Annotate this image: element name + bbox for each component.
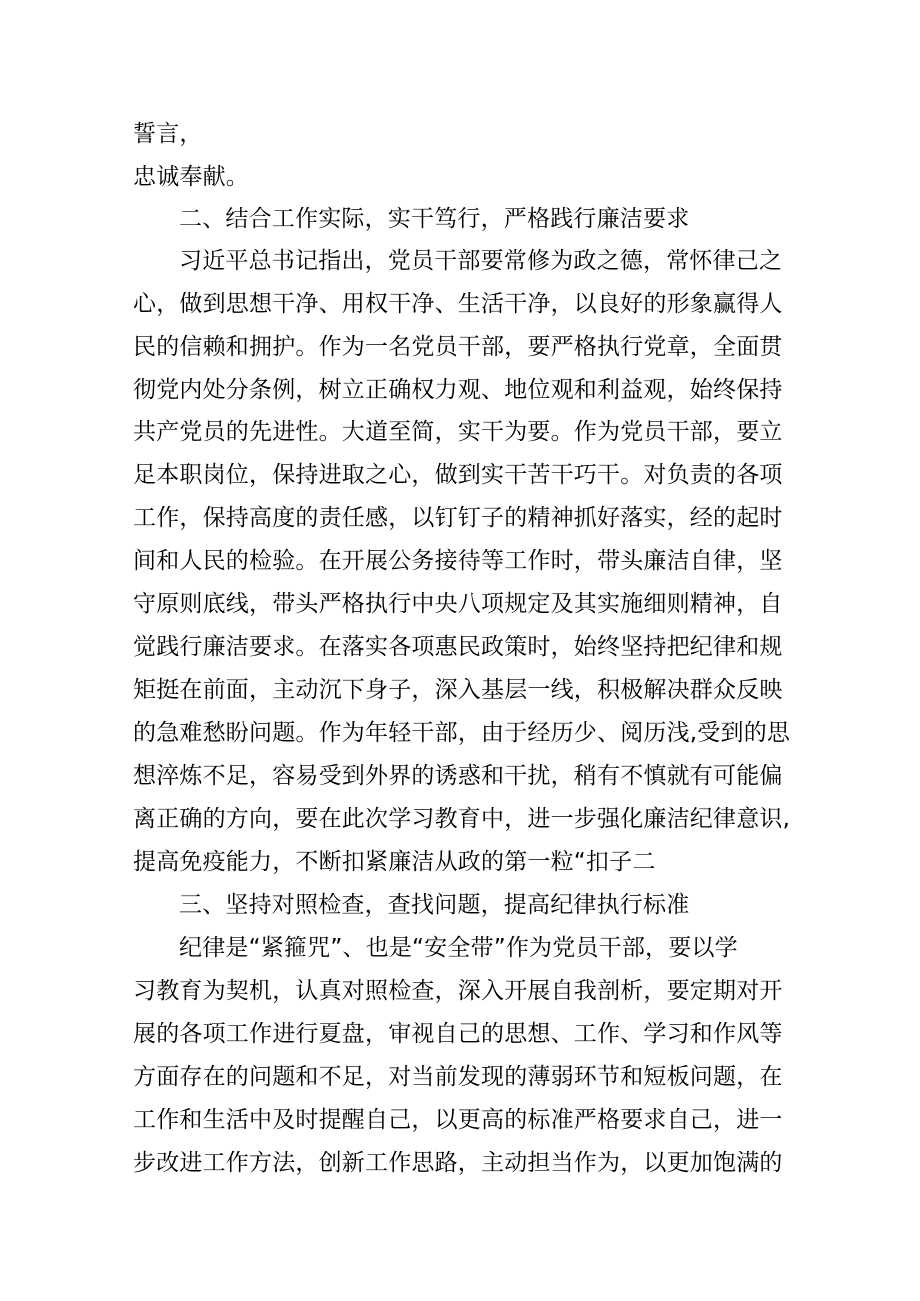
paragraph-first-line: 习近平总书记指出，党员干部要常修为政之德，常怀律己之 (179, 248, 783, 274)
text-line: 矩挺在前面，主动沉下身子，深入基层一线，积极解决群众反映 (133, 677, 783, 703)
text-line: 的急难愁盼问题。作为年轻干部，由于经历少、阅历浅,受到的思 (133, 720, 791, 746)
text-line: 步改进工作方法，创新工作思路，主动担当作为，以更加饱满的 (133, 1150, 783, 1176)
text-line: 忠诚奉献。 (133, 164, 249, 190)
text-line: 足本职岗位，保持进取之心，做到实干苦干巧干。对负责的各项 (133, 462, 783, 488)
section-heading: 三、坚持对照检查，查找问题，提高纪律执行标准 (179, 892, 690, 918)
section-heading: 二、结合工作实际，实干笃行，严格践行廉洁要求 (179, 206, 690, 232)
text-line: 民的信赖和拥护。作为一名党员干部，要严格执行党章，全面贯 (133, 334, 783, 360)
text-line: 提高免疫能力，不断扣紧廉洁从政的第一粒“扣子二 (133, 849, 656, 875)
text-line: 工作和生活中及时提醒自己，以更高的标准严格要求自己，进一 (133, 1107, 783, 1133)
text-line: 工作，保持高度的责任感，以钉钉子的精神抓好落实，经的起时 (133, 505, 783, 531)
text-line: 誓言， (133, 121, 203, 147)
text-line: 离正确的方向，要在此次学习教育中，进一步强化廉洁纪律意识, (133, 806, 791, 832)
paragraph-first-line: 纪律是“紧箍咒”、也是“安全带”作为党员干部，要以学 (179, 935, 738, 961)
text-line: 间和人民的检验。在开展公务接待等工作时，带头廉洁自律，坚 (133, 548, 783, 574)
text-line: 展的各项工作进行夏盘，审视自己的思想、工作、学习和作风等 (133, 1021, 783, 1047)
text-line: 共产党员的先进性。大道至简，实干为要。作为党员干部，要立 (133, 419, 783, 445)
text-line: 守原则底线，带头严格执行中央八项规定及其实施细则精神，自 (133, 591, 783, 617)
text-line: 心，做到思想干净、用权干净、生活干净，以良好的形象赢得人 (133, 291, 783, 317)
text-line: 方面存在的问题和不足，对当前发现的薄弱环节和短板问题，在 (133, 1064, 783, 1090)
text-line: 想淬炼不足，容易受到外界的诱惑和干扰，稍有不慎就有可能偏 (133, 763, 783, 789)
text-line: 觉践行廉洁要求。在落实各项惠民政策时，始终坚持把纪律和规 (133, 634, 783, 660)
text-line: 习教育为契机，认真对照检查，深入开展自我剖析，要定期对开 (133, 978, 783, 1004)
text-line: 彻党内处分条例，树立正确权力观、地位观和利益观，始终保持 (133, 377, 783, 403)
